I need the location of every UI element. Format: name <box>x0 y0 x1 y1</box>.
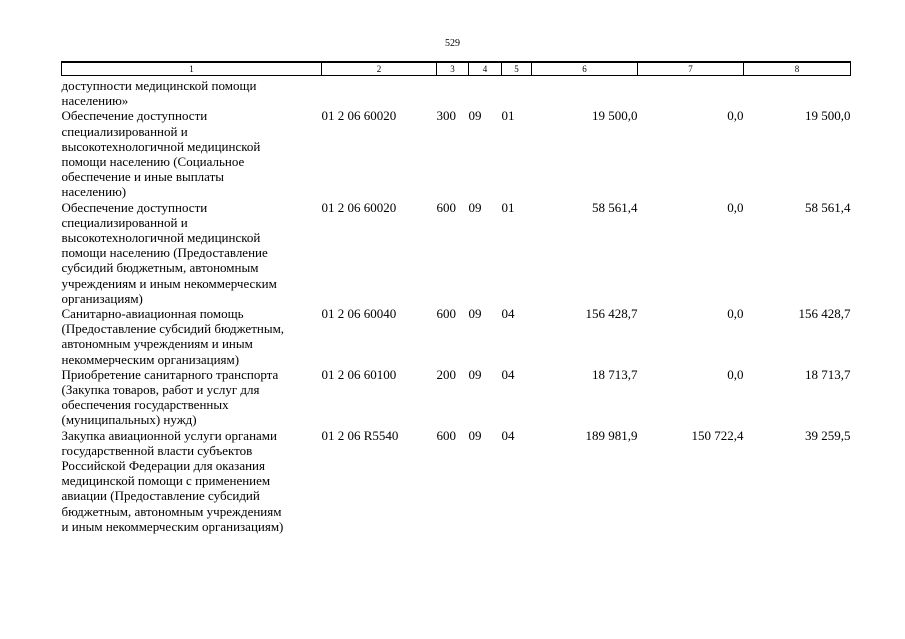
row-name-line: обеспечение и иные выплаты <box>61 169 224 185</box>
section-cell: 09 <box>468 199 482 215</box>
row-name-cell <box>62 306 322 367</box>
expense-type-cell: 300 <box>436 108 456 124</box>
column-number-header <box>62 62 851 76</box>
column-header-7: 7 <box>638 62 744 76</box>
row-name-line: автономным учреждениям и иным <box>61 336 253 352</box>
amount-total-cell: 58 561,4 <box>592 199 638 215</box>
amount-federal-cell <box>638 76 744 109</box>
column-header-3: 3 <box>437 62 469 76</box>
row-name-line: Российской Федерации для оказания <box>61 458 265 474</box>
section-cell: 09 <box>468 427 482 443</box>
table-row <box>62 428 851 534</box>
table-row <box>62 76 851 109</box>
subsection-cell: 01 <box>501 199 515 215</box>
amount-federal-cell: 0,0 <box>727 306 744 322</box>
row-name-line: (Предоставление субсидий бюджетным, <box>61 321 285 337</box>
page-number: 529 <box>445 38 460 49</box>
row-name-line: государственной власти субъектов <box>61 442 253 458</box>
expense-type-cell: 200 <box>436 366 456 382</box>
column-header-5: 5 <box>502 62 532 76</box>
row-name-line: высокотехнологичной медицинской <box>61 138 261 154</box>
row-name-line: субсидий бюджетным, автономным <box>61 260 259 276</box>
column-header-4: 4 <box>469 62 502 76</box>
row-name-cell <box>62 367 322 428</box>
expense-type-cell: 600 <box>436 427 456 443</box>
row-name-line: и иным некоммерческим организациям) <box>61 518 284 534</box>
row-name-line: Санитарно-авиационная помощь <box>61 306 244 322</box>
amount-total-cell: 189 981,9 <box>585 427 638 443</box>
target-article-cell: 01 2 06 R5540 <box>321 427 399 443</box>
row-name-line: (Закупка товаров, работ и услуг для <box>61 382 260 398</box>
row-name-cell <box>62 76 322 109</box>
table-row <box>62 367 851 428</box>
row-name-line: учреждениям и иным некоммерческим <box>61 275 277 291</box>
row-name-line: Обеспечение доступности <box>61 108 208 124</box>
row-name-line: Закупка авиационной услуги органами <box>61 427 277 443</box>
column-header-8: 8 <box>744 62 851 76</box>
row-name-line: обеспечения государственных <box>61 397 229 413</box>
row-name-line: специализированной и <box>61 123 188 139</box>
column-header-6: 6 <box>532 62 638 76</box>
row-name-cell <box>62 200 322 306</box>
amount-total-cell: 18 713,7 <box>592 366 638 382</box>
amount-regional-cell: 19 500,0 <box>805 108 851 124</box>
amount-total-cell: 19 500,0 <box>592 108 638 124</box>
subsection-cell: 04 <box>501 306 515 322</box>
column-header-1: 1 <box>62 62 322 76</box>
row-name-line: (муниципальных) нужд) <box>61 412 197 428</box>
row-name-line: Приобретение санитарного транспорта <box>61 366 279 382</box>
row-name-line: высокотехнологичной медицинской <box>61 230 261 246</box>
row-name-line: населению» <box>61 93 129 109</box>
amount-regional-cell: 39 259,5 <box>805 427 851 443</box>
amount-federal-cell: 0,0 <box>727 199 744 215</box>
row-name-line: населению) <box>61 184 127 200</box>
table-body <box>62 76 851 535</box>
amount-regional-cell: 58 561,4 <box>805 199 851 215</box>
section-cell: 09 <box>468 108 482 124</box>
target-article-cell: 01 2 06 60100 <box>321 366 397 382</box>
expense-type-cell <box>437 76 469 109</box>
expense-type-cell: 600 <box>436 199 456 215</box>
target-article-cell: 01 2 06 60020 <box>321 108 397 124</box>
table-row <box>62 306 851 367</box>
table-row <box>62 108 851 199</box>
row-name-line: специализированной и <box>61 214 188 230</box>
table-row <box>62 200 851 306</box>
budget-table <box>61 61 851 534</box>
row-name-line: помощи населению (Социальное <box>61 154 245 170</box>
target-article-cell: 01 2 06 60020 <box>321 199 397 215</box>
subsection-cell: 01 <box>501 108 515 124</box>
subsection-cell: 04 <box>501 427 515 443</box>
amount-total-cell <box>532 76 638 109</box>
row-name-line: Обеспечение доступности <box>61 199 208 215</box>
amount-federal-cell: 150 722,4 <box>691 427 744 443</box>
row-name-line: помощи населению (Предоставление <box>61 245 268 261</box>
row-name-line: медицинской помощи с применением <box>61 473 271 489</box>
subsection-cell: 04 <box>501 366 515 382</box>
amount-total-cell: 156 428,7 <box>585 306 638 322</box>
row-name-cell <box>62 108 322 199</box>
subsection-cell <box>502 76 532 109</box>
row-name-line: некоммерческим организациям) <box>61 351 240 367</box>
amount-regional-cell: 156 428,7 <box>798 306 851 322</box>
row-name-line: организациям) <box>61 290 143 306</box>
row-name-line: доступности медицинской помощи <box>61 78 257 93</box>
amount-federal-cell: 0,0 <box>727 366 744 382</box>
amount-regional-cell: 18 713,7 <box>805 366 851 382</box>
amount-regional-cell <box>744 76 851 109</box>
section-cell <box>469 76 502 109</box>
amount-federal-cell: 0,0 <box>727 108 744 124</box>
column-header-2: 2 <box>322 62 437 76</box>
section-cell: 09 <box>468 306 482 322</box>
section-cell: 09 <box>468 366 482 382</box>
row-name-cell <box>62 428 322 534</box>
expense-type-cell: 600 <box>436 306 456 322</box>
row-name-line: бюджетным, автономным учреждениям <box>61 503 282 519</box>
target-article-cell <box>322 76 437 109</box>
row-name-line: авиации (Предоставление субсидий <box>61 488 260 504</box>
target-article-cell: 01 2 06 60040 <box>321 306 397 322</box>
